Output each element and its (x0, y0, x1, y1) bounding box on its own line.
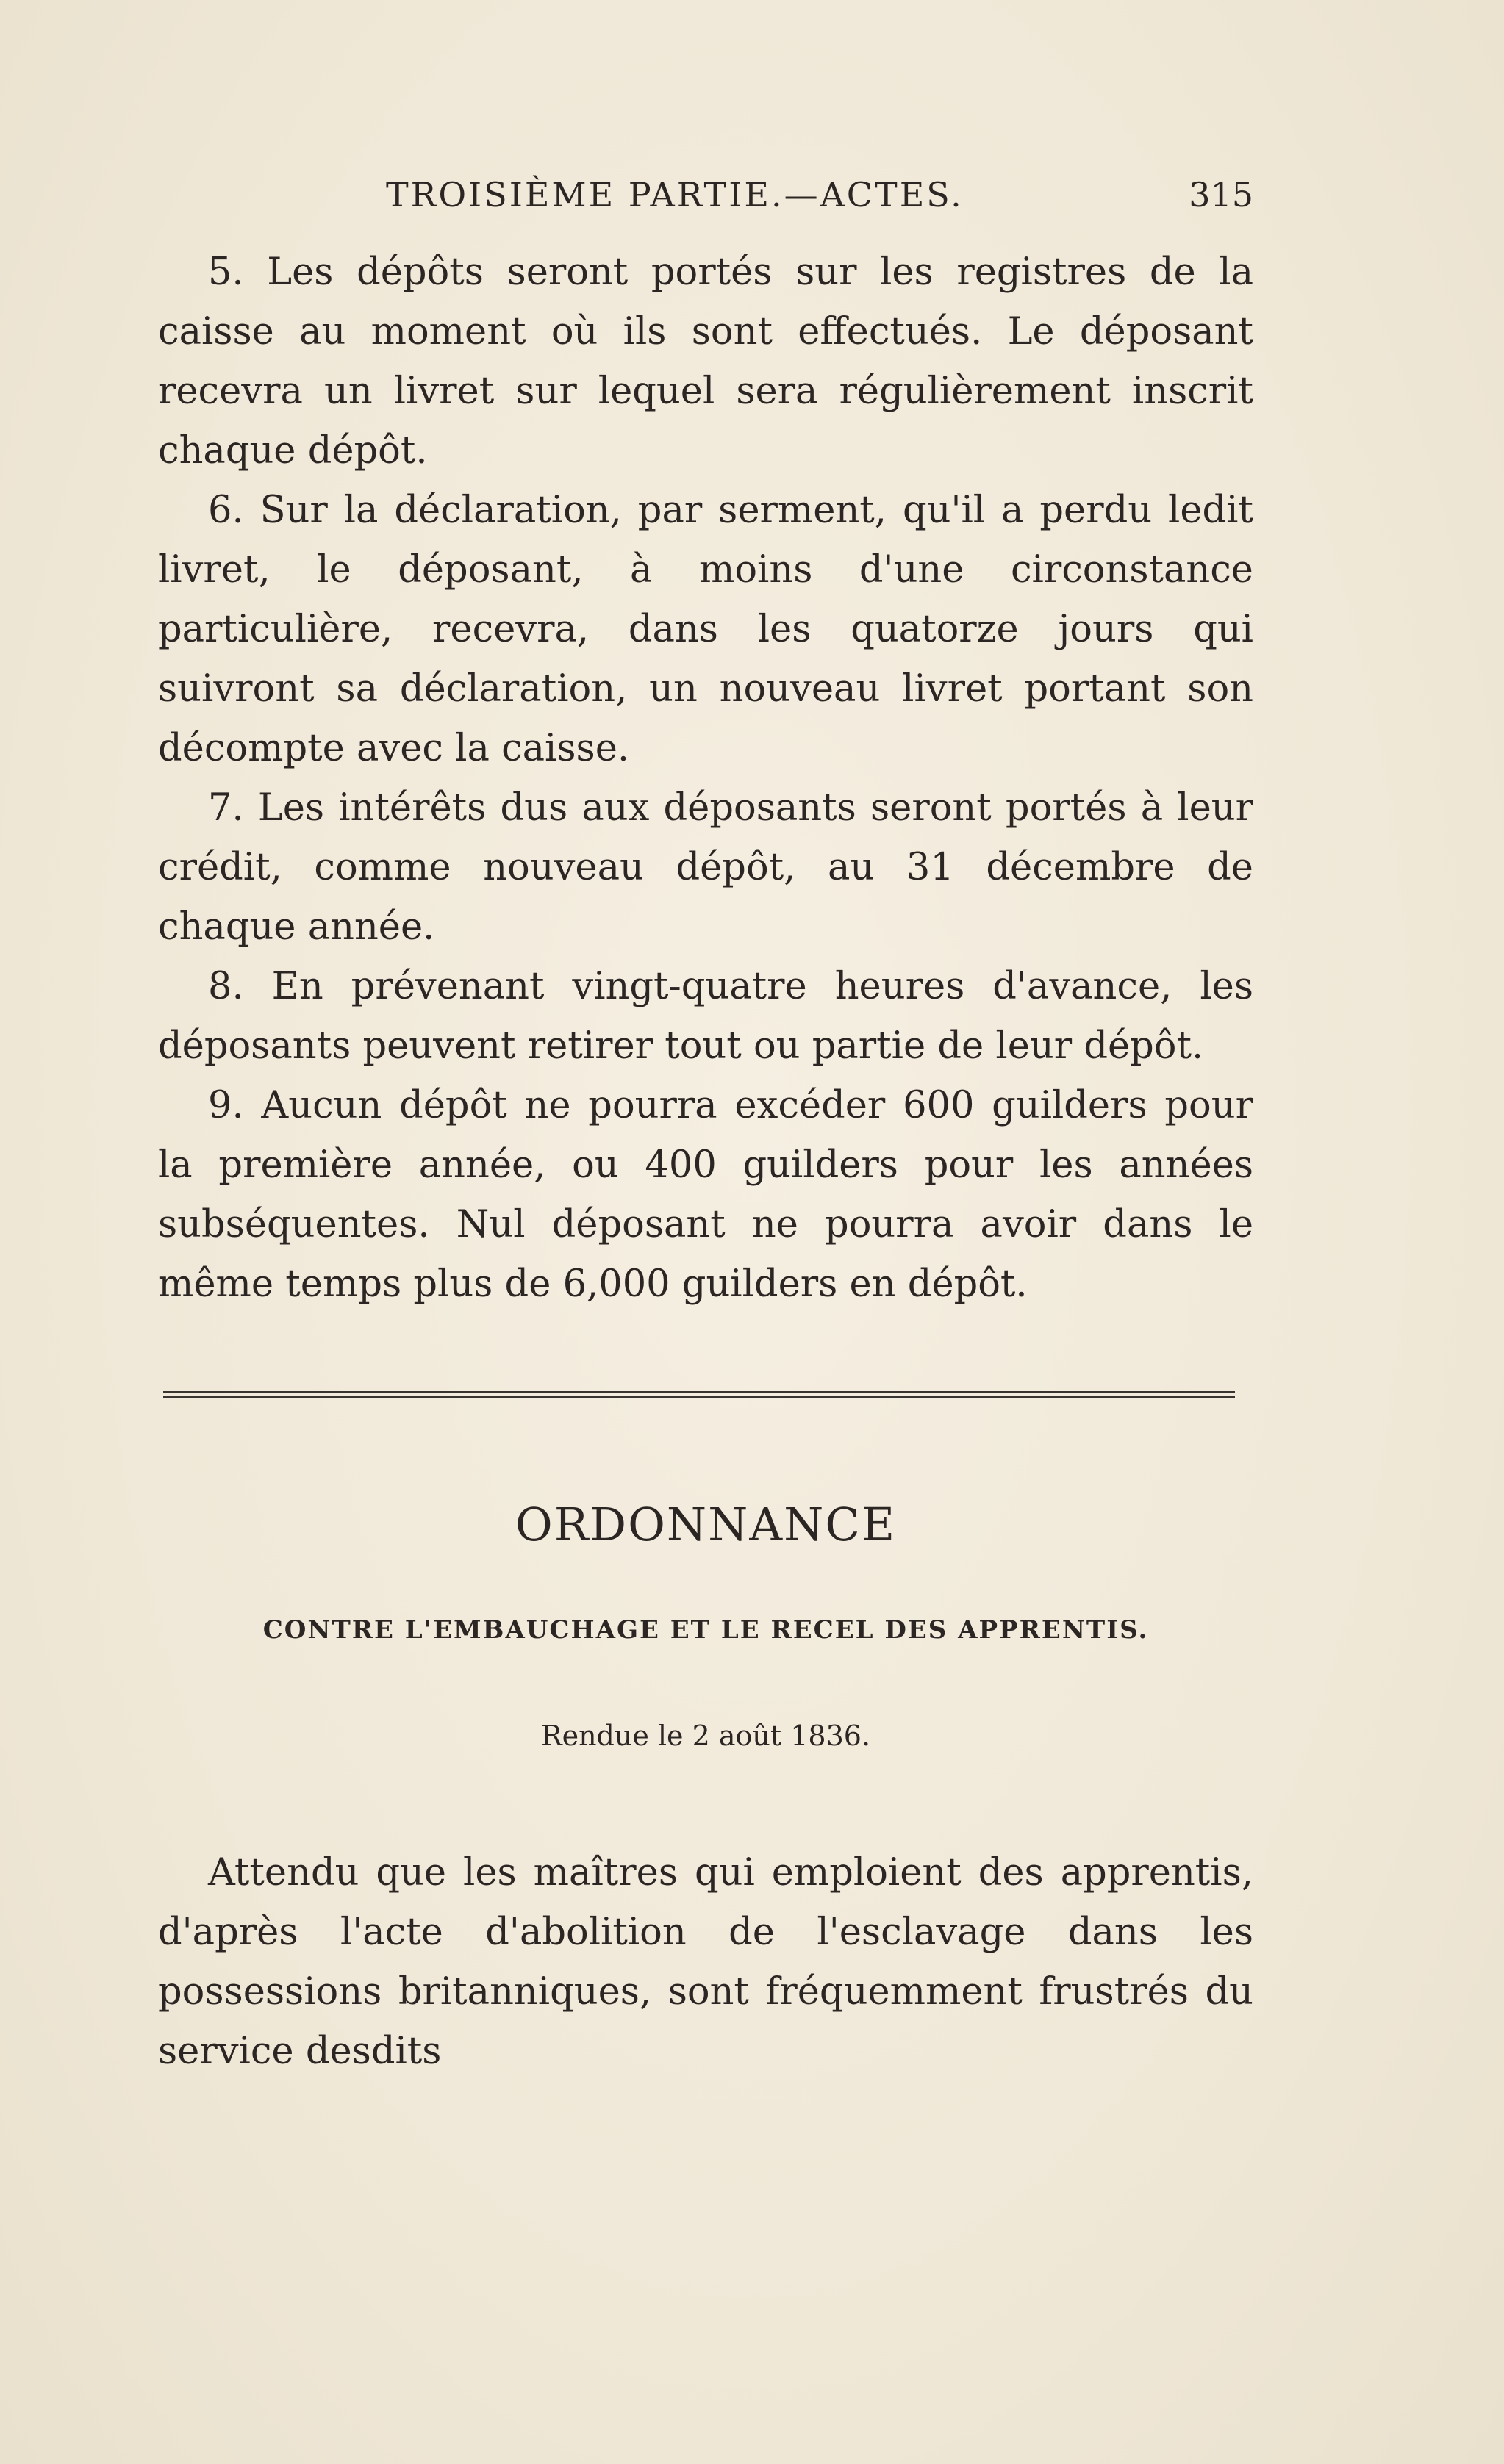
article-6: 6. Sur la déclaration, par serment, qu'il a perdu ledit livret, le déposant, à moins d'une circonstance particulière, recevra, dans les quatorze jours qui suivront sa déclaration, un nouveau livret portant son décompte avec la caisse. (158, 489, 1253, 770)
running-head (158, 175, 1253, 219)
article-9: 9. Aucun dépôt ne pourra excéder 600 guilders pour la première année, ou 400 guilders pour les années subséquentes. Nul déposant ne pourra avoir dans le même temps plus de 6,000 guilders en dépôt. (158, 1084, 1253, 1306)
preamble-paragraph: Attendu que les maîtres qui emploient des apprentis, d'après l'acte d'abolition de l'esclavage dans les possessions britanniques, sont fréquemment frustrés du service desdits (158, 1851, 1253, 2073)
article-7: 7. Les intérêts dus aux déposants seront portés à leur crédit, comme nouveau dépôt, au 31 décembre de chaque année. (158, 786, 1253, 949)
section-divider (163, 1391, 1235, 1398)
ordinance-preamble (158, 1843, 1253, 2081)
article-5: 5. Les dépôts seront portés sur les registres de la caisse au moment où ils sont effectués. Le déposant recevra un livret sur lequel sera régulièrement inscrit chaque dépôt. (158, 251, 1253, 473)
article-list (158, 243, 1253, 1314)
article-8: 8. En prévenant vingt-quatre heures d'avance, les déposants peuvent retirer tout ou partie de leur dépôt. (158, 965, 1253, 1068)
ordinance-date: Rendue le 2 août 1836. (540, 1720, 871, 1752)
ordinance-title: ORDONNANCE (515, 1498, 897, 1551)
running-title: TROISIÈME PARTIE.—ACTES. (386, 175, 964, 215)
ordinance-subtitle: CONTRE L'EMBAUCHAGE ET LE RECEL DES APPRENTIS. (262, 1615, 1149, 1645)
page-number: 315 (1189, 175, 1253, 215)
